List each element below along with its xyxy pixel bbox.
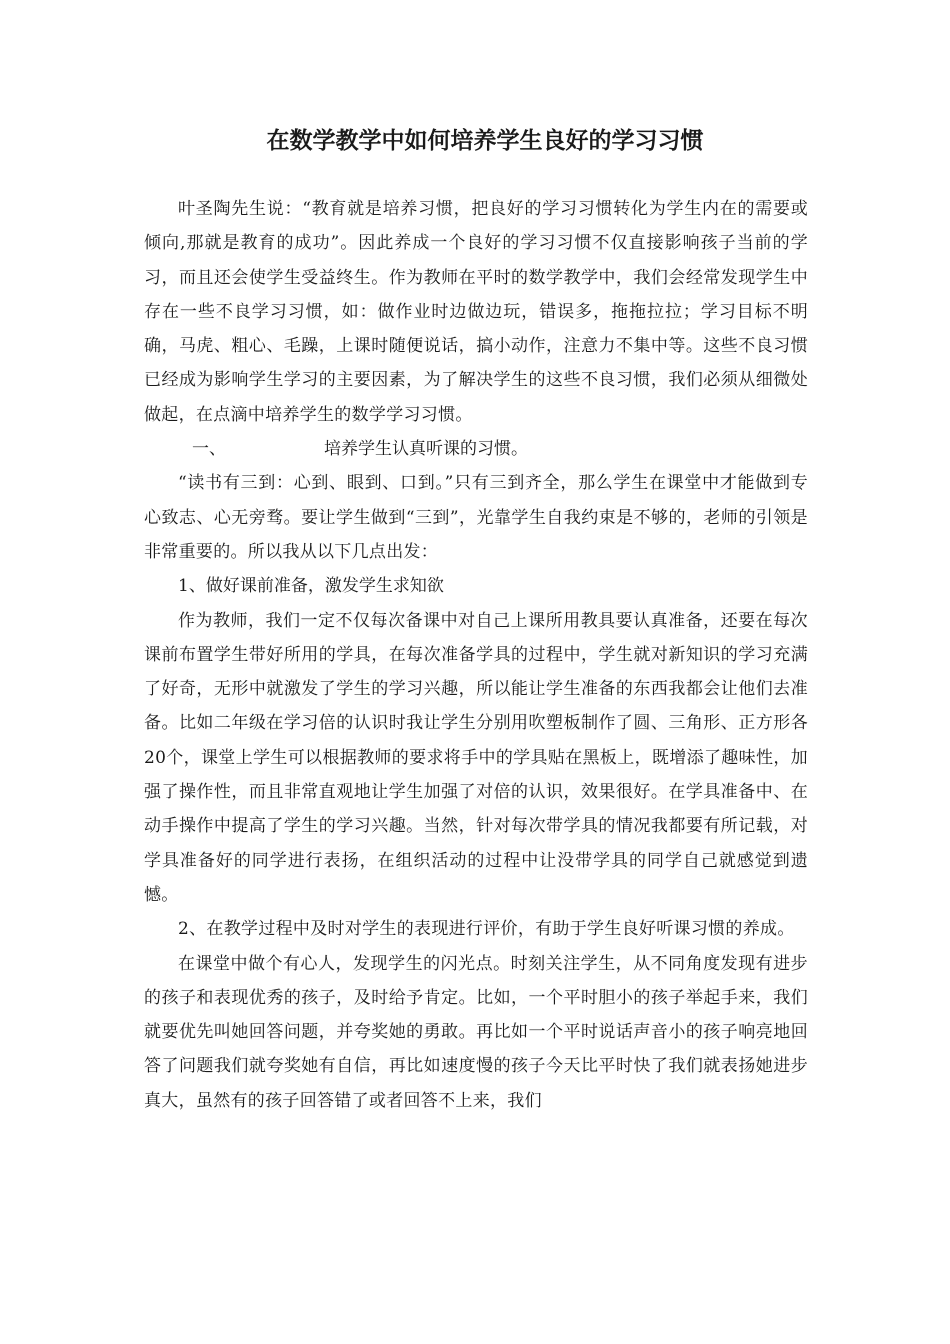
section-heading xyxy=(144,432,808,466)
point1-heading: 1、做好课前准备，激发学生求知欲 xyxy=(178,576,444,597)
document-title: 在数学教学中如何培养学生良好的学习习惯 xyxy=(266,127,704,154)
section-number: 一、 xyxy=(192,439,226,460)
intro-paragraph: 叶圣陶先生说：“教育就是培养习惯，把良好的学习习惯转化为学生内在的需要或倾向,那就是教育的成功”。因此养成一个良好的学习习惯不仅直接影响孩子当前的学习，而且还会使学生受益终生。作为教师在平时的数学教学中，我们会经常发现学生中存在一些不良学习习惯，如：做作业时边做边玩，错误多，拖拖拉拉；学习目标不明确，马虎、粗心、毛躁，上课时随便说话，搞小动作，注意力不集中等。这些不良习惯已经成为影响学生学习的主要因素，为了解决学生的这些不良习惯，我们必须从细微处做起，在点滴中培养学生的数学学习习惯。 xyxy=(144,199,808,425)
section-intro-paragraph: “读书有三到：心到、眼到、口到。”只有三到齐全，那么学生在课堂中才能做到专心致志、心无旁骛。要让学生做到“三到”，光靠学生自我约束是不够的，老师的引领是非常重要的。所以我从以下几点出发： xyxy=(144,473,808,562)
document-body xyxy=(144,124,808,1118)
point2-heading: 2、在教学过程中及时对学生的表现进行评价，有助于学生良好听课习惯的养成。 xyxy=(178,919,795,940)
point1-paragraph: 作为教师，我们一定不仅每次备课中对自己上课所用教具要认真准备，还要在每次课前布置学生带好所用的学具，在每次准备学具的过程中，学生就对新知识的学习充满了好奇，无形中就激发了学生的学习兴趣，所以能让学生准备的东西我都会让他们去准备。比如二年级在学习倍的认识时我让学生分别用吹塑板制作了圆、三角形、正方形各20个，课堂上学生可以根据教师的要求将手中的学具贴在黑板上，既增添了趣味性，加强了操作性，而且非常直观地让学生加强了对倍的认识，效果很好。在学具准备中、在动手操作中提高了学生的学习兴趣。当然，针对每次带学具的情况我都要有所记载，对学具准备好的同学进行表扬，在组织活动的过程中让没带学具的同学自己就感觉到遗憾。 xyxy=(144,610,808,905)
point2-paragraph: 在课堂中做个有心人，发现学生的闪光点。时刻关注学生，从不同角度发现有进步的孩子和表现优秀的孩子，及时给予肯定。比如，一个平时胆小的孩子举起手来，我们就要优先叫她回答问题，并夸奖她的勇敢。再比如一个平时说话声音小的孩子响亮地回答了问题我们就夸奖她有自信，再比如速度慢的孩子今天比平时快了我们就表扬她进步真大，虽然有的孩子回答错了或者回答不上来，我们 xyxy=(144,953,808,1111)
section-heading-text: 培养学生认真听课的习惯。 xyxy=(324,439,528,460)
